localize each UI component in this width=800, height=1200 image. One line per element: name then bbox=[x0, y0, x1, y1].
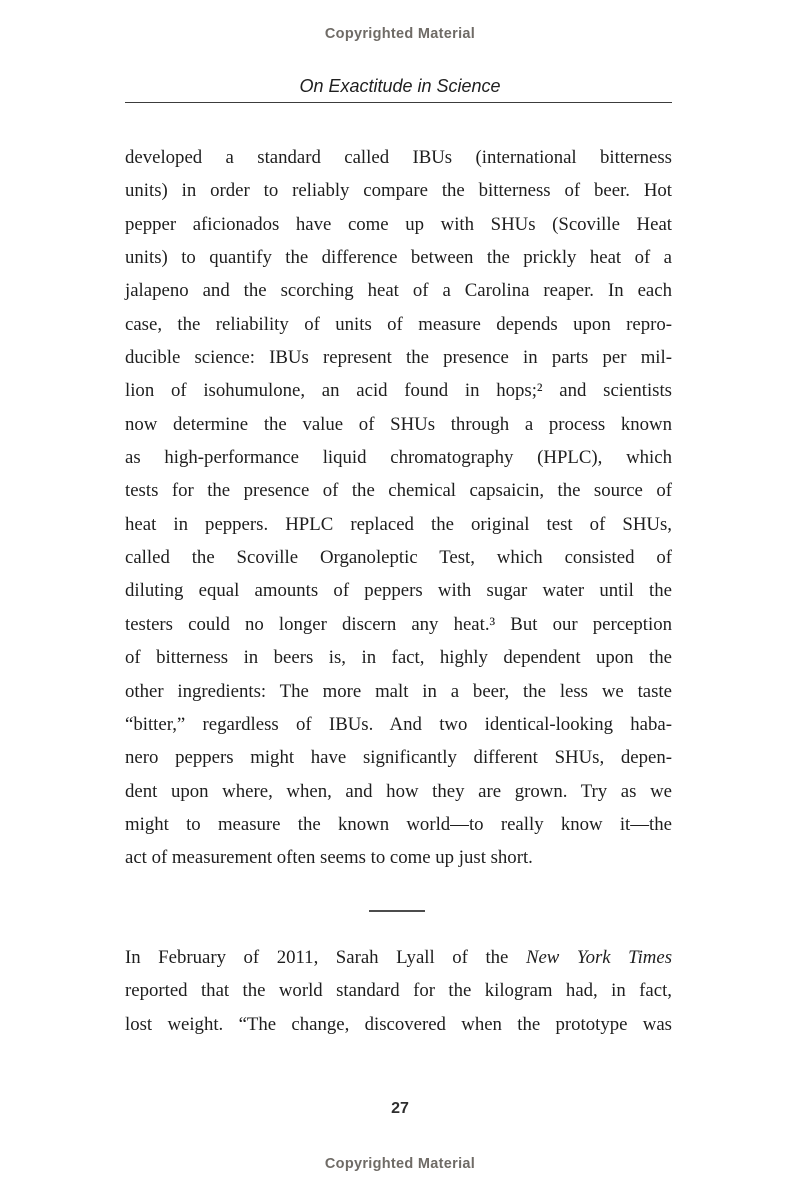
text-line: developed a standard called IBUs (international bitterness bbox=[125, 147, 672, 168]
text-line: nero peppers might have significantly different SHUs, depen- bbox=[125, 747, 672, 769]
text-line: ducible science: IBUs represent the presence in parts per mil- bbox=[125, 347, 672, 369]
copyright-notice-bottom: Copyrighted Material bbox=[324, 1156, 476, 1172]
header-rule bbox=[125, 102, 672, 103]
page-number: 27 bbox=[391, 1100, 409, 1117]
text-line: called the Scoville Organoleptic Test, which consisted of bbox=[125, 547, 672, 569]
text-line: heat in peppers. HPLC replaced the original test of SHUs, bbox=[125, 513, 672, 535]
text-line: “bitter,” regardless of IBUs. And two identical-looking haba- bbox=[125, 713, 672, 735]
text-line: of bitterness in beers is, in fact, highly dependent upon the bbox=[125, 647, 672, 669]
text-line: units) to quantify the difference between the prickly heat of a bbox=[125, 247, 672, 269]
text-line: act of measurement often seems to come up just short. bbox=[125, 847, 533, 869]
copyright-notice-top: Copyrighted Material bbox=[324, 26, 476, 42]
text-line: reported that the world standard for the kilogram had, in fact, bbox=[125, 980, 672, 1002]
text-line bbox=[125, 941, 672, 974]
text-line: as high-performance liquid chromatography (HPLC), which bbox=[125, 447, 672, 469]
text-line: dent upon where, when, and how they are grown. Try as we bbox=[125, 780, 672, 802]
paragraph-kilogram bbox=[125, 941, 672, 1041]
book-title-italic: New York Times bbox=[525, 947, 672, 968]
text-line: testers could no longer discern any heat.³ But our perception bbox=[125, 613, 672, 635]
text-line: tests for the presence of the chemical capsaicin, the source of bbox=[125, 480, 672, 502]
text-line: other ingredients: The more malt in a beer, the less we taste bbox=[125, 680, 672, 702]
text-line: lion of isohumulone, an acid found in hops;² and scientists bbox=[125, 380, 672, 402]
text-line: now determine the value of SHUs through a process known bbox=[125, 413, 672, 435]
text-line: might to measure the known world—to really know it—the bbox=[125, 813, 672, 835]
section-break-divider bbox=[369, 910, 425, 912]
text-line: pepper aficionados have come up with SHUs (Scoville Heat bbox=[125, 213, 672, 235]
text-line: units) in order to reliably compare the bitterness of beer. Hot bbox=[125, 180, 672, 202]
text-line: case, the reliability of units of measure depends upon repro- bbox=[125, 313, 672, 335]
paragraph-body-text bbox=[125, 141, 672, 875]
text-line: jalapeno and the scorching heat of a Carolina reaper. In each bbox=[125, 280, 672, 302]
text-roman: In February of 2011, Sarah Lyall of the bbox=[125, 947, 526, 968]
text-line: diluting equal amounts of peppers with sugar water until the bbox=[125, 580, 672, 602]
text-line: lost weight. “The change, discovered when the prototype was bbox=[125, 1013, 672, 1035]
running-head-title: On Exactitude in Science bbox=[299, 76, 501, 96]
